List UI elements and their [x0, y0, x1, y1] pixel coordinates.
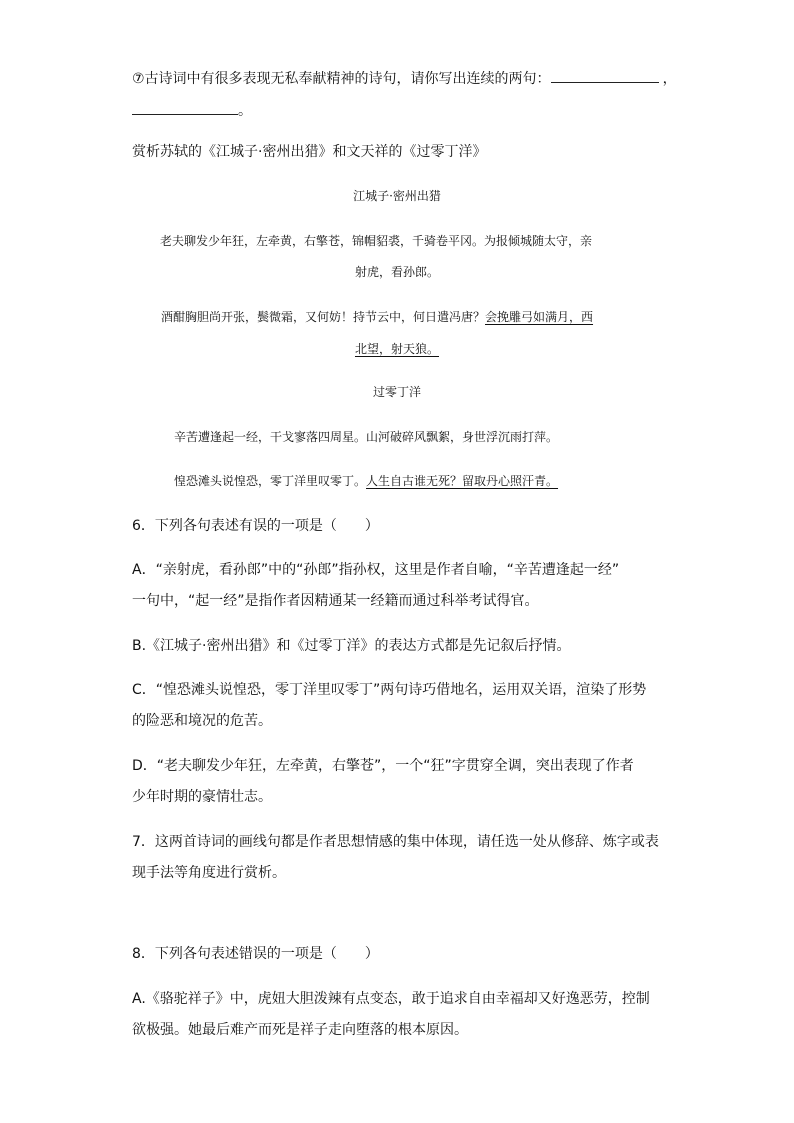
appreciation-intro: 赏析苏轼的《江城子·密州出猎》和文天祥的《过零丁洋》	[132, 144, 487, 160]
q6-option-d-line-1: D．“老夫聊发少年狂，左牵黄，右擎苍”，一个“狂”字贯穿全调，突出表现了作者	[132, 758, 634, 774]
q7-fill-prompt: ⑦古诗词中有很多表现无私奉献精神的诗句，请你写出连续的两句：	[132, 71, 551, 87]
poem1-title: 江城子·密州出猎	[353, 189, 441, 203]
poem1-line-3-text: 酒酣胸胆尚开张，鬓微霜，又何妨！持节云中，何日遣冯唐？	[161, 310, 486, 324]
q7-line-2: 现手法等角度进行赏析。	[132, 865, 286, 881]
q8-stem: 8．下列各句表述错误的一项是（ ）	[132, 946, 379, 962]
poem1-line-3	[161, 308, 593, 326]
q6-option-c-line-1: C．“惶恐滩头说惶恐，零丁洋里叹零丁”两句诗巧借地名，运用双关语，渲染了形势	[132, 682, 647, 698]
q7-fill-line-2	[132, 100, 252, 121]
poem1-line-2: 射虎，看孙郎。	[354, 265, 439, 279]
poem1-line-1: 老夫聊发少年狂，左牵黄，右擎苍，锦帽貂裘，千骑卷平冈。为报倾城随太守，亲	[160, 234, 593, 248]
poem1-underlined-a: 会挽雕弓如满月，西	[485, 310, 594, 324]
poem2-underlined: 人生自古谁无死？留取丹心照汗青。	[366, 474, 559, 488]
q7-fill-period: 。	[238, 103, 252, 119]
q6-option-b: B.《江城子·密州出猎》和《过零丁洋》的表达方式都是先记叙后抒情。	[132, 638, 571, 654]
q6-option-d-line-2: 少年时期的豪情壮志。	[132, 789, 272, 805]
poem2-title: 过零丁洋	[372, 385, 421, 399]
poem2-line-2-text: 惶恐滩头说惶恐，零丁洋里叹零丁。	[174, 474, 367, 488]
q6-option-c-line-2: 的险恶和境况的危苦。	[132, 713, 272, 729]
poem1-line-4	[0, 340, 794, 358]
poem2-line-2	[174, 472, 558, 490]
answer-blank-2[interactable]	[132, 100, 238, 115]
q7-fill-line-1	[132, 68, 677, 89]
q8-option-a-line-1: A.《骆驼祥子》中，虎妞大胆泼辣有点变态，敢于追求自由幸福却又好逸恶劳，控制	[132, 991, 650, 1007]
answer-blank-1[interactable]	[551, 68, 659, 83]
q7-fill-comma: ，	[662, 71, 677, 87]
poem2-line-1: 辛苦遭逢起一经，干戈寥落四周星。山河破碎风飘絮，身世浮沉雨打萍。	[174, 430, 559, 444]
q8-option-a-line-2: 欲极强。她最后难产而死是祥子走向堕落的根本原因。	[132, 1022, 468, 1038]
q6-option-a-line-1: A．“亲射虎，看孙郎”中的“孙郎”指孙权，这里是作者自喻，“辛苦遭逢起一经”	[132, 562, 620, 578]
q6-option-a-line-2: 一句中，“起一经”是指作者因精通某一经籍而通过科举考试得官。	[132, 593, 539, 609]
q7-line-1: 7．这两首诗词的画线句都是作者思想情感的集中体现，请任选一处从修辞、炼字或表	[132, 834, 659, 850]
poem1-underlined-b: 北望，射天狼。	[354, 342, 439, 356]
q6-stem: 6．下列各句表述有误的一项是（ ）	[132, 518, 379, 534]
